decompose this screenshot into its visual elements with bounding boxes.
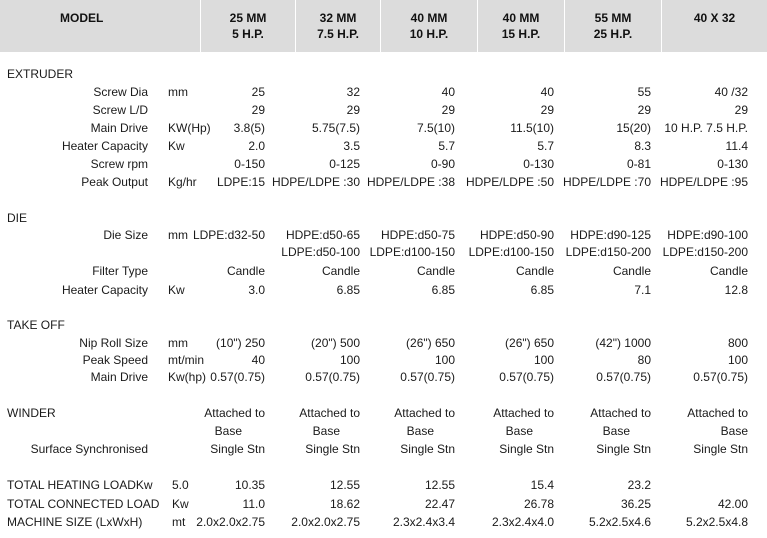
cell: 0-150: [234, 157, 265, 171]
cell: Base: [720, 424, 748, 438]
row-die-size: [0, 228, 767, 246]
cell: 2.0x2.0x2.75: [291, 515, 360, 529]
col-2-power: 7.5 H.P.: [317, 27, 359, 41]
cell: 10.35: [234, 478, 265, 492]
cell: 40: [441, 85, 455, 99]
cell: 0.57(0.75): [305, 370, 360, 384]
cell: 40: [540, 85, 554, 99]
header-band: [0, 0, 767, 52]
cell: 11.5(10): [510, 121, 554, 135]
col-1-size: 25 MM: [229, 11, 267, 25]
cell: 55: [637, 85, 651, 99]
cell: 11.0: [242, 497, 265, 511]
cell: Single Stn: [499, 442, 554, 456]
cell: Candle: [515, 264, 554, 278]
cell: LDPE:d32-50: [192, 228, 265, 242]
col-4-power: 15 H.P.: [501, 27, 541, 41]
row-unit: KW(Hp): [168, 121, 211, 135]
cell: 22.47: [424, 497, 455, 511]
cell: HDPE:d50-65: [285, 228, 360, 242]
header-col-3: [381, 0, 477, 52]
cell: HDPE:d50-90: [479, 228, 554, 242]
cell: Single Stn: [210, 442, 265, 456]
row-unit: mt/min: [168, 353, 204, 367]
cell: 0-81: [626, 157, 651, 171]
cell: 5.75(7.5): [311, 121, 360, 135]
cell: 40: [251, 353, 265, 367]
row-total-connected: [0, 497, 767, 515]
cell: 6.85: [530, 283, 554, 297]
header-col-1: [201, 0, 295, 52]
cell: (20") 500: [311, 336, 360, 350]
cell: 18.62: [329, 497, 360, 511]
cell: 2.3x2.4x3.4: [392, 515, 455, 529]
cell: Candle: [612, 264, 651, 278]
cell: 100: [339, 353, 360, 367]
row-nip-roll: [0, 336, 767, 354]
row-unit: Kw: [172, 497, 189, 511]
cell: 29: [251, 103, 265, 117]
cell: (26") 650: [505, 336, 554, 350]
row-unit: Kw: [168, 283, 185, 297]
row-unit: Kw: [168, 139, 185, 153]
row-label: Main Drive: [90, 121, 148, 135]
row-label: Main Drive: [90, 370, 148, 384]
cell: 3.0: [248, 283, 265, 297]
cell: 0.57(0.75): [499, 370, 554, 384]
row-unit: mm: [168, 85, 188, 99]
cell: 29: [734, 103, 748, 117]
cell: HDPE:d90-100: [667, 228, 748, 242]
section-winder: WINDER: [7, 406, 56, 420]
row-winder: [0, 406, 767, 424]
cell: 2.0: [248, 139, 265, 153]
row-label: Screw Dia: [93, 85, 148, 99]
cell: Candle: [416, 264, 455, 278]
row-takeoff-drive: [0, 370, 767, 388]
cell: Single Stn: [693, 442, 748, 456]
cell: 12.55: [424, 478, 455, 492]
model-label: MODEL: [60, 11, 104, 25]
cell: 3.8(5): [233, 121, 265, 135]
section-extruder: EXTRUDER: [7, 67, 74, 81]
section-die: DIE: [7, 211, 28, 225]
col-3-power: 10 H.P.: [409, 27, 449, 41]
cell: HDPE/LDPE :95: [659, 175, 748, 189]
cell: 0-130: [523, 157, 554, 171]
cell: HDPE:d90-125: [570, 228, 651, 242]
cell: (26") 650: [406, 336, 455, 350]
col-4-size: 40 MM: [502, 11, 540, 25]
cell: 3.5: [343, 139, 360, 153]
cell: HDPE/LDPE :50: [465, 175, 554, 189]
col-6-size: 40 X 32: [693, 11, 736, 25]
cell: 6.85: [431, 283, 455, 297]
row-label: Heater Capacity: [61, 283, 148, 297]
cell: Base: [214, 424, 242, 438]
row-label: MACHINE SIZE (LxWxH): [7, 515, 143, 529]
cell: HDPE/LDPE :70: [562, 175, 651, 189]
cell: 29: [441, 103, 455, 117]
row-unit: Kg/hr: [168, 175, 197, 189]
cell: 5.2x2.5x4.6: [588, 515, 651, 529]
cell: 5.7: [438, 139, 455, 153]
row-label: Peak Speed: [82, 353, 148, 367]
row-screw-dia: [0, 85, 767, 103]
row-screw-ld: [0, 103, 767, 121]
cell: Base: [602, 424, 630, 438]
row-total-heating: [0, 478, 767, 496]
cell: 32: [346, 85, 360, 99]
cell: 0.57(0.75): [693, 370, 748, 384]
row-label: TOTAL HEATING LOADKw: [7, 478, 153, 492]
col-3-size: 40 MM: [410, 11, 448, 25]
cell: Single Stn: [400, 442, 455, 456]
cell: 0.57(0.75): [400, 370, 455, 384]
cell: LDPE:15: [216, 175, 265, 189]
row-winder-base: [0, 424, 767, 442]
cell: Attached to: [204, 406, 265, 420]
model-header-cell: [0, 0, 200, 52]
cell: 29: [637, 103, 651, 117]
cell: 2.0x2.0x2.75: [196, 515, 265, 529]
cell: Candle: [709, 264, 748, 278]
col-1-power: 5 H.P.: [232, 27, 264, 41]
cell: 5.7: [537, 139, 554, 153]
cell: 10 H.P. 7.5 H.P.: [664, 121, 748, 135]
col-2-size: 32 MM: [319, 11, 357, 25]
cell: 36.25: [620, 497, 651, 511]
cell: HDPE/LDPE :30: [271, 175, 360, 189]
row-unit: mm: [168, 336, 188, 350]
row-machine-size: [0, 515, 767, 533]
cell: Attached to: [299, 406, 360, 420]
cell: Base: [505, 424, 533, 438]
header-col-4: [478, 0, 564, 52]
cell: (42") 1000: [595, 336, 651, 350]
row-unit: 5.0: [172, 478, 189, 492]
row-label: Peak Output: [81, 175, 148, 189]
header-col-2: [296, 0, 380, 52]
cell: 7.1: [634, 283, 651, 297]
cell: Attached to: [687, 406, 748, 420]
cell: HDPE/LDPE :38: [366, 175, 455, 189]
col-5-size: 55 MM: [594, 11, 632, 25]
cell: Attached to: [394, 406, 455, 420]
row-label: Filter Type: [92, 264, 148, 278]
cell: Base: [312, 424, 340, 438]
row-die-size-2: [0, 245, 767, 263]
cell: HDPE:d50-75: [380, 228, 455, 242]
cell: 7.5(10): [416, 121, 455, 135]
col-5-power: 25 H.P.: [593, 27, 633, 41]
cell: 80: [637, 353, 651, 367]
row-die-heater: [0, 283, 767, 301]
cell: 15.4: [530, 478, 554, 492]
cell: (10") 250: [216, 336, 265, 350]
cell: 0.57(0.75): [210, 370, 265, 384]
cell: 42.00: [717, 497, 748, 511]
row-label: Die Size: [103, 228, 148, 242]
row-label: TOTAL CONNECTED LOAD: [7, 497, 160, 511]
cell: Single Stn: [596, 442, 651, 456]
cell: Attached to: [590, 406, 651, 420]
cell: 11.4: [725, 139, 748, 153]
row-peak-output: [0, 175, 767, 193]
cell: LDPE:d100-150: [468, 245, 554, 259]
cell: 6.85: [336, 283, 360, 297]
row-screw-rpm: [0, 157, 767, 175]
cell: LDPE:d150-200: [565, 245, 651, 259]
row-surface-sync: [0, 442, 767, 460]
cell: 0-125: [329, 157, 360, 171]
cell: 12.8: [724, 283, 748, 297]
row-label: Screw L/D: [92, 103, 148, 117]
cell: 26.78: [523, 497, 554, 511]
row-main-drive: [0, 121, 767, 139]
header-col-5: [565, 0, 661, 52]
cell: Candle: [321, 264, 360, 278]
cell: LDPE:d150-200: [662, 245, 748, 259]
cell: 0-90: [430, 157, 455, 171]
cell: Base: [406, 424, 434, 438]
cell: 100: [434, 353, 455, 367]
cell: 0.57(0.75): [596, 370, 651, 384]
row-label: Nip Roll Size: [79, 336, 148, 350]
cell: Single Stn: [305, 442, 360, 456]
cell: Candle: [226, 264, 265, 278]
row-heater-capacity: [0, 139, 767, 157]
cell: 2.3x2.4x4.0: [491, 515, 554, 529]
cell: LDPE:d50-100: [281, 245, 360, 259]
cell: 0-130: [717, 157, 748, 171]
row-label: Screw rpm: [90, 157, 148, 171]
cell: 29: [540, 103, 554, 117]
row-peak-speed: [0, 353, 767, 371]
cell: 29: [346, 103, 360, 117]
cell: Attached to: [493, 406, 554, 420]
header-col-6: [662, 0, 767, 52]
cell: 100: [533, 353, 554, 367]
section-take-off: TAKE OFF: [7, 318, 65, 332]
row-label: Surface Synchronised: [30, 442, 148, 456]
cell: 15(20): [616, 121, 651, 135]
cell: 12.55: [329, 478, 360, 492]
row-unit: mt: [172, 515, 186, 529]
row-unit: Kw(hp): [168, 370, 207, 384]
row-unit: mm: [168, 228, 188, 242]
cell: 800: [727, 336, 748, 350]
cell: 8.3: [634, 139, 651, 153]
cell: 5.2x2.5x4.8: [685, 515, 748, 529]
cell: LDPE:d100-150: [369, 245, 455, 259]
row-filter-type: [0, 264, 767, 282]
cell: 40 /32: [714, 85, 748, 99]
cell: 100: [727, 353, 748, 367]
row-label: Heater Capacity: [61, 139, 148, 153]
cell: 25: [251, 85, 265, 99]
cell: 23.2: [627, 478, 651, 492]
